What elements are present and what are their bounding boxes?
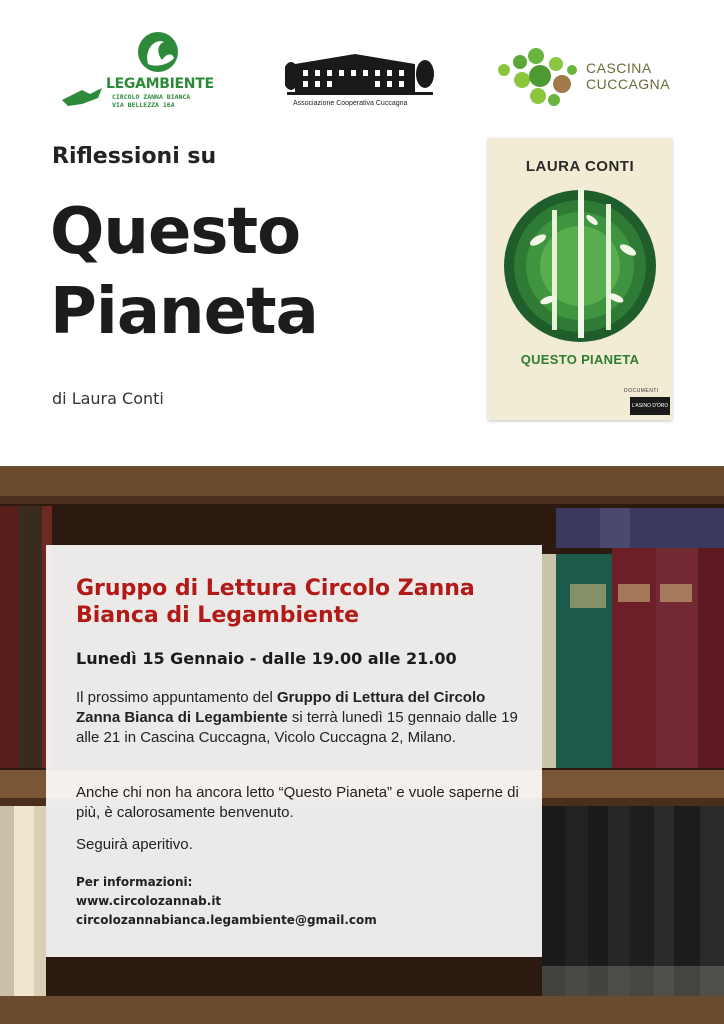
page-title bbox=[50, 192, 318, 352]
event-info-panel bbox=[46, 545, 542, 957]
dots-cluster-icon bbox=[492, 48, 582, 108]
legambiente-logo bbox=[52, 28, 212, 114]
book-title: QUESTO PIANETA bbox=[520, 352, 640, 367]
event-description bbox=[76, 688, 526, 748]
cascina-line2: CUCCAGNA bbox=[586, 76, 671, 92]
title-line-2: Pianeta bbox=[50, 275, 318, 349]
cascina-name bbox=[586, 60, 670, 92]
cascina-logo bbox=[492, 48, 682, 108]
legambiente-subtitle: CIRCOLO ZANNA BIANCA VIA BELLEZZA 16A bbox=[112, 93, 191, 109]
farmhouse-icon bbox=[285, 50, 435, 100]
book-author: LAURA CONTI bbox=[525, 158, 635, 175]
title-line-1: Questo bbox=[50, 195, 301, 269]
forest-illustration-icon bbox=[488, 180, 672, 360]
event-aperitivo-text: Seguirà aperitivo. bbox=[76, 836, 193, 853]
contact-website-link[interactable]: www.circolozannab.it bbox=[76, 894, 222, 908]
author-line: di Laura Conti bbox=[52, 389, 164, 408]
cascina-line1: CASCINA bbox=[586, 60, 652, 76]
legambiente-name: LEGAMBIENTE bbox=[106, 76, 214, 92]
logo-bar bbox=[0, 28, 724, 118]
book-series: DOCUMENTI bbox=[624, 388, 659, 394]
coop-name: Associazione Cooperativa Cuccagna bbox=[293, 100, 408, 107]
desc-part-c: si terrà lunedì 15 gennaio dalle 19 alle 21 in Cascina Cuccagna, Vicolo Cuccagna 2, Milano. bbox=[76, 709, 518, 746]
coop-logo bbox=[285, 50, 435, 114]
kicker-text: Riflessioni su bbox=[52, 144, 217, 169]
contact-email-link[interactable]: circolozannabianca.legambiente@gmail.com bbox=[76, 913, 377, 927]
desc-part-a: Il prossimo appuntamento del bbox=[76, 689, 277, 706]
book-cover bbox=[488, 138, 672, 420]
contact-info bbox=[76, 873, 377, 930]
group-title: Gruppo di Lettura Circolo Zanna Bianca di Legambiente bbox=[76, 576, 475, 628]
book-publisher-badge: L'ASINO D'ORO bbox=[630, 397, 670, 415]
event-invite-text: Anche chi non ha ancora letto “Questo Pianeta” e vuole saperne di più, è calorosamente benvenuto. bbox=[76, 784, 519, 821]
contact-label: Per informazioni: bbox=[76, 875, 193, 889]
event-date-time: Lunedì 15 Gennaio - dalle 19.00 alle 21.00 bbox=[76, 649, 457, 668]
desc-part-b: Gruppo di Lettura del Circolo Zanna Bianca di Legambiente bbox=[76, 689, 486, 726]
